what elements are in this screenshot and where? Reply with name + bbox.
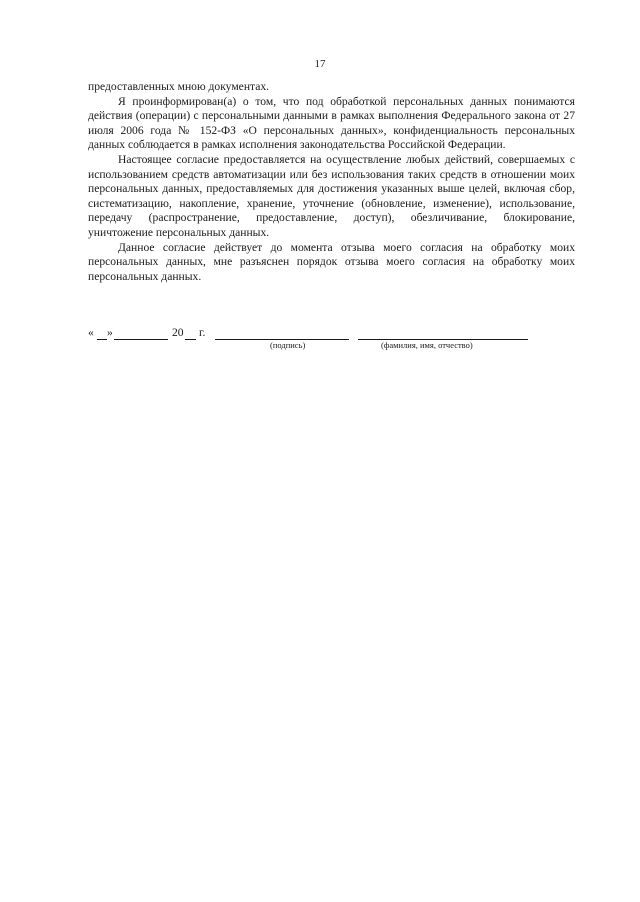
month-blank-line [114, 339, 168, 340]
date-quote-close: » [107, 326, 113, 339]
signature-row [88, 326, 575, 346]
signature-caption: (подпись) [270, 340, 306, 350]
page-number: 17 [314, 58, 326, 70]
paragraph-consent-scope: Настоящее согласие предоставляется на осуществление любых действий, совершаемых с использованием средств автоматизации или без использования таких средств в отношении моих персональных данных, предоставляемых для достижения указанных выше целей, включая сбор, систематизацию, накопление, хранение, уточнение (обновление, изменение), использование, передачу (распространение, предоставление, доступ), обезличивание, блокирование, уничтожение персональных данных. [88, 152, 575, 239]
full-name-caption: (фамилия, имя, отчество) [381, 340, 473, 350]
paragraph-informed: Я проинформирован(а) о том, что под обработкой персональных данных понимаются действия (операции) с персональными данными в рамках выполнения Федерального закона от 27 июля 2006 года № 152-ФЗ «О персональных данных», конфиденциальность персональных данных соблюдается в рамках исполнения законодательства Российской Федерации. [88, 94, 575, 152]
paragraph-continuation: предоставленных мною документах. [88, 80, 270, 93]
year-prefix: 20 [172, 326, 184, 339]
paragraph-consent-validity: Данное согласие действует до момента отзыва моего согласия на обработку моих персональных данных, мне разъяснен порядок отзыва моего согласия на обработку моих персональных данных. [88, 240, 575, 283]
consent-text [88, 80, 575, 284]
year-suffix: г. [199, 326, 206, 339]
date-quote-open: « [88, 326, 94, 339]
day-blank-line [97, 339, 107, 340]
year-blank-line [185, 339, 196, 340]
